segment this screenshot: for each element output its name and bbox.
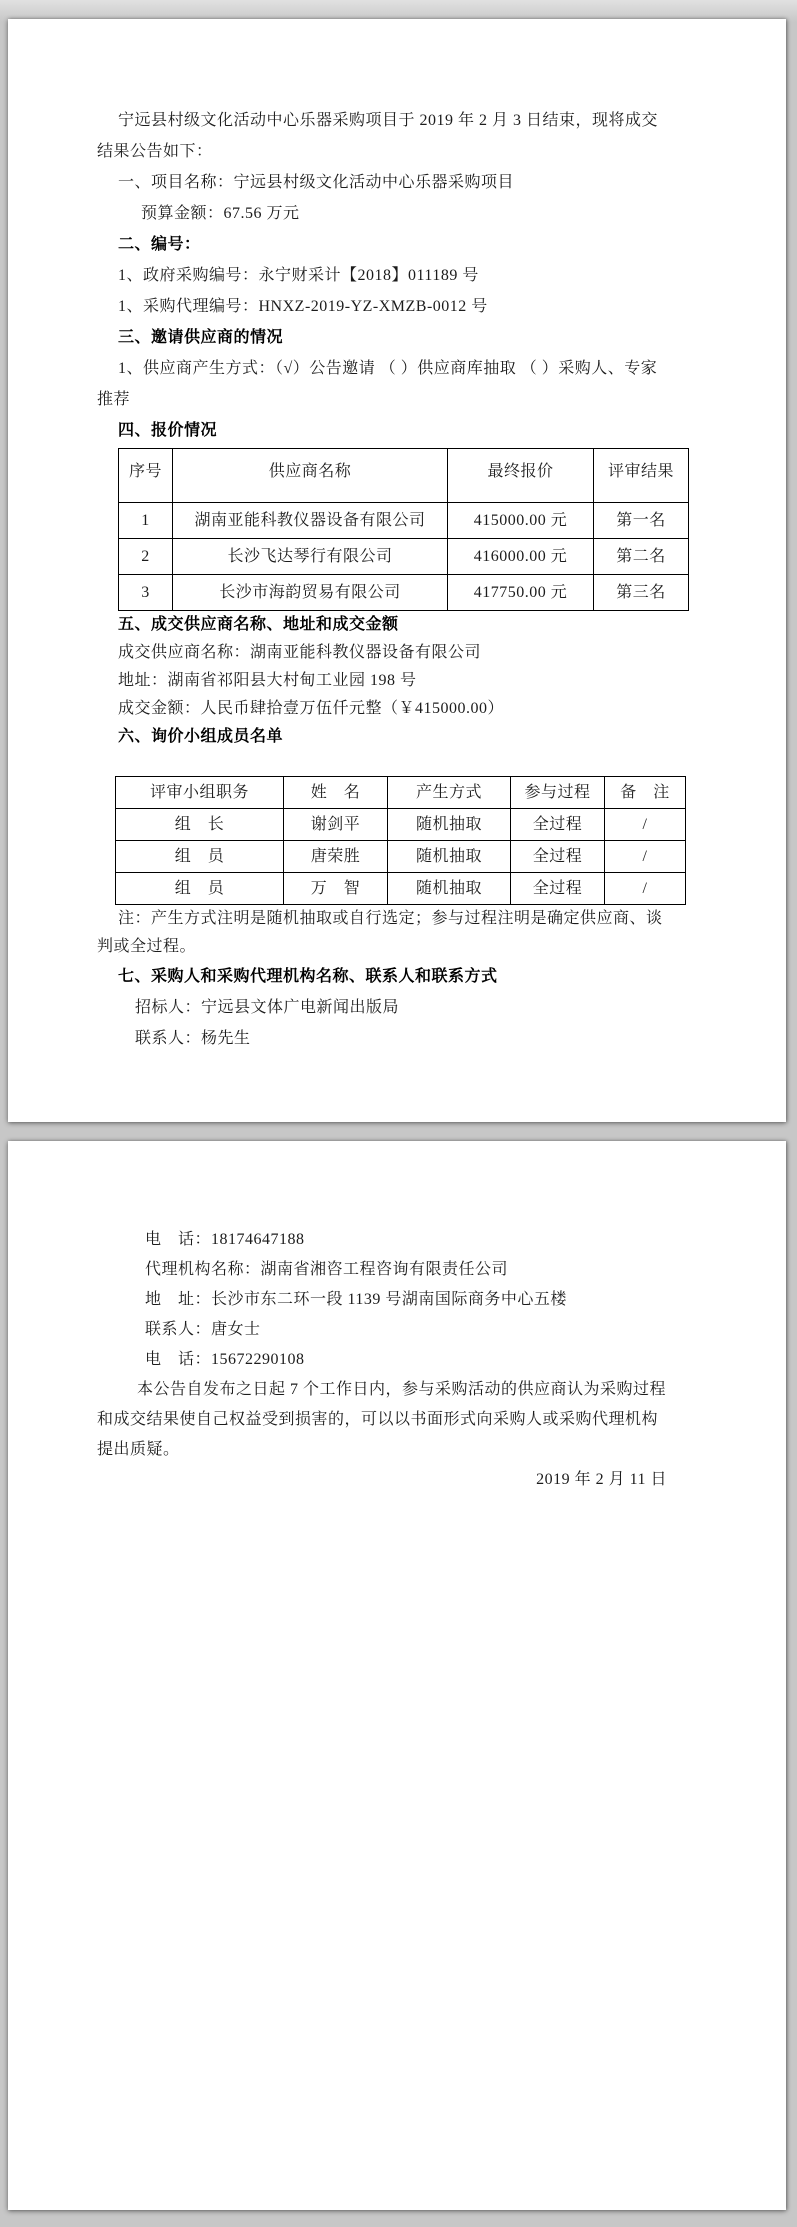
panel-cell-process: 全过程 <box>511 809 605 841</box>
panel-cell-name: 唐荣胜 <box>284 841 388 873</box>
agency-phone-line: 电 话：15672290108 <box>145 1351 305 1368</box>
budget-line: 预算金额：67.56 万元 <box>141 205 300 222</box>
quote-table <box>118 448 689 611</box>
quote-table-row <box>119 503 689 539</box>
purchaser-phone-line: 电 话：18174647188 <box>145 1231 305 1248</box>
section-1-title: 一、项目名称：宁远县村级文化活动中心乐器采购项目 <box>118 174 515 191</box>
panel-cell-process: 全过程 <box>511 841 605 873</box>
winner-name-line: 成交供应商名称：湖南亚能科教仪器设备有限公司 <box>118 644 482 661</box>
document-page-1 <box>8 19 786 1122</box>
panel-cell-remark: / <box>605 809 686 841</box>
quote-cell-price: 416000.00 元 <box>448 539 594 575</box>
quote-table-row <box>119 539 689 575</box>
document-page-2 <box>8 1141 786 2210</box>
quote-cell-supplier: 湖南亚能科教仪器设备有限公司 <box>173 503 448 539</box>
quote-cell-price: 415000.00 元 <box>448 503 594 539</box>
section-6-title: 六、询价小组成员名单 <box>118 728 284 745</box>
agency-no-line: 1、采购代理编号：HNXZ-2019-YZ-XMZB-0012 号 <box>118 298 488 315</box>
quote-cell-result: 第二名 <box>594 539 689 575</box>
quote-table-header-row <box>119 449 689 503</box>
objection-notice-paragraph: 本公告自发布之日起 7 个工作日内，参与采购活动的供应商认为采购过程和成交结果使自己权益受到损害的，可以以书面形式向采购人或采购代理机构提出质疑。 <box>97 1381 667 1458</box>
panel-header-name: 姓 名 <box>284 777 388 809</box>
quote-cell-index: 2 <box>119 539 173 575</box>
supplier-method-line: 1、供应商产生方式：（√）公告邀请 （ ）供应商库抽取 （ ）采购人、专家推荐 <box>97 360 658 408</box>
agency-address-line: 地 址：长沙市东二环一段 1139 号湖南国际商务中心五楼 <box>145 1291 567 1308</box>
quote-header-supplier: 供应商名称 <box>173 449 448 503</box>
panel-cell-process: 全过程 <box>511 873 605 905</box>
quote-cell-result: 第一名 <box>594 503 689 539</box>
tenderer-line: 招标人：宁远县文体广电新闻出版局 <box>135 999 400 1016</box>
section-7-title: 七、采购人和采购代理机构名称、联系人和联系方式 <box>118 968 498 985</box>
agency-contact-line: 联系人：唐女士 <box>145 1321 261 1338</box>
quote-cell-price: 417750.00 元 <box>448 575 594 611</box>
panel-cell-method: 随机抽取 <box>388 873 511 905</box>
gov-procurement-no-line: 1、政府采购编号：永宁财采计【2018】011189 号 <box>118 267 479 284</box>
panel-cell-method: 随机抽取 <box>388 809 511 841</box>
panel-cell-role: 组 员 <box>116 873 284 905</box>
panel-header-role: 评审小组职务 <box>116 777 284 809</box>
section-2-title: 二、编号： <box>118 236 201 253</box>
section-3-title: 三、邀请供应商的情况 <box>118 329 284 346</box>
panel-cell-remark: / <box>605 841 686 873</box>
section-5-title: 五、成交供应商名称、地址和成交金额 <box>118 616 399 633</box>
page-2-content <box>8 1141 786 1495</box>
quote-header-price: 最终报价 <box>448 449 594 503</box>
winner-address-line: 地址：湖南省祁阳县大村甸工业园 198 号 <box>118 672 417 689</box>
intro-paragraph: 宁远县村级文化活动中心乐器采购项目于 2019 年 2 月 3 日结束，现将成交结果公告如下： <box>97 112 659 160</box>
panel-table-row <box>116 841 686 873</box>
purchaser-contact-line: 联系人：杨先生 <box>135 1030 251 1047</box>
panel-header-remark: 备 注 <box>605 777 686 809</box>
quote-header-index: 序号 <box>119 449 173 503</box>
panel-cell-method: 随机抽取 <box>388 841 511 873</box>
panel-table-row <box>116 873 686 905</box>
panel-cell-name: 谢剑平 <box>284 809 388 841</box>
agency-name-line: 代理机构名称：湖南省湘咨工程咨询有限责任公司 <box>145 1261 509 1278</box>
page-1-content <box>8 19 786 1054</box>
panel-table-row <box>116 809 686 841</box>
panel-cell-role: 组 长 <box>116 809 284 841</box>
panel-cell-name: 万 智 <box>284 873 388 905</box>
panel-header-process: 参与过程 <box>511 777 605 809</box>
panel-table-header-row <box>116 777 686 809</box>
panel-header-method: 产生方式 <box>388 777 511 809</box>
quote-header-result: 评审结果 <box>594 449 689 503</box>
note-paragraph: 注：产生方式注明是随机抽取或自行选定；参与过程注明是确定供应商、谈判或全过程。 <box>97 910 663 955</box>
deal-amount-line: 成交金额：人民币肆拾壹万伍仟元整（￥415000.00） <box>118 700 505 717</box>
quote-cell-result: 第三名 <box>594 575 689 611</box>
quote-cell-supplier: 长沙飞达琴行有限公司 <box>173 539 448 575</box>
section-4-title: 四、报价情况 <box>118 422 218 439</box>
quote-table-row <box>119 575 689 611</box>
quote-cell-index: 3 <box>119 575 173 611</box>
panel-member-table <box>115 776 686 905</box>
announcement-date: 2019 年 2 月 11 日 <box>536 1471 667 1488</box>
panel-cell-remark: / <box>605 873 686 905</box>
quote-cell-index: 1 <box>119 503 173 539</box>
panel-cell-role: 组 员 <box>116 841 284 873</box>
quote-cell-supplier: 长沙市海韵贸易有限公司 <box>173 575 448 611</box>
